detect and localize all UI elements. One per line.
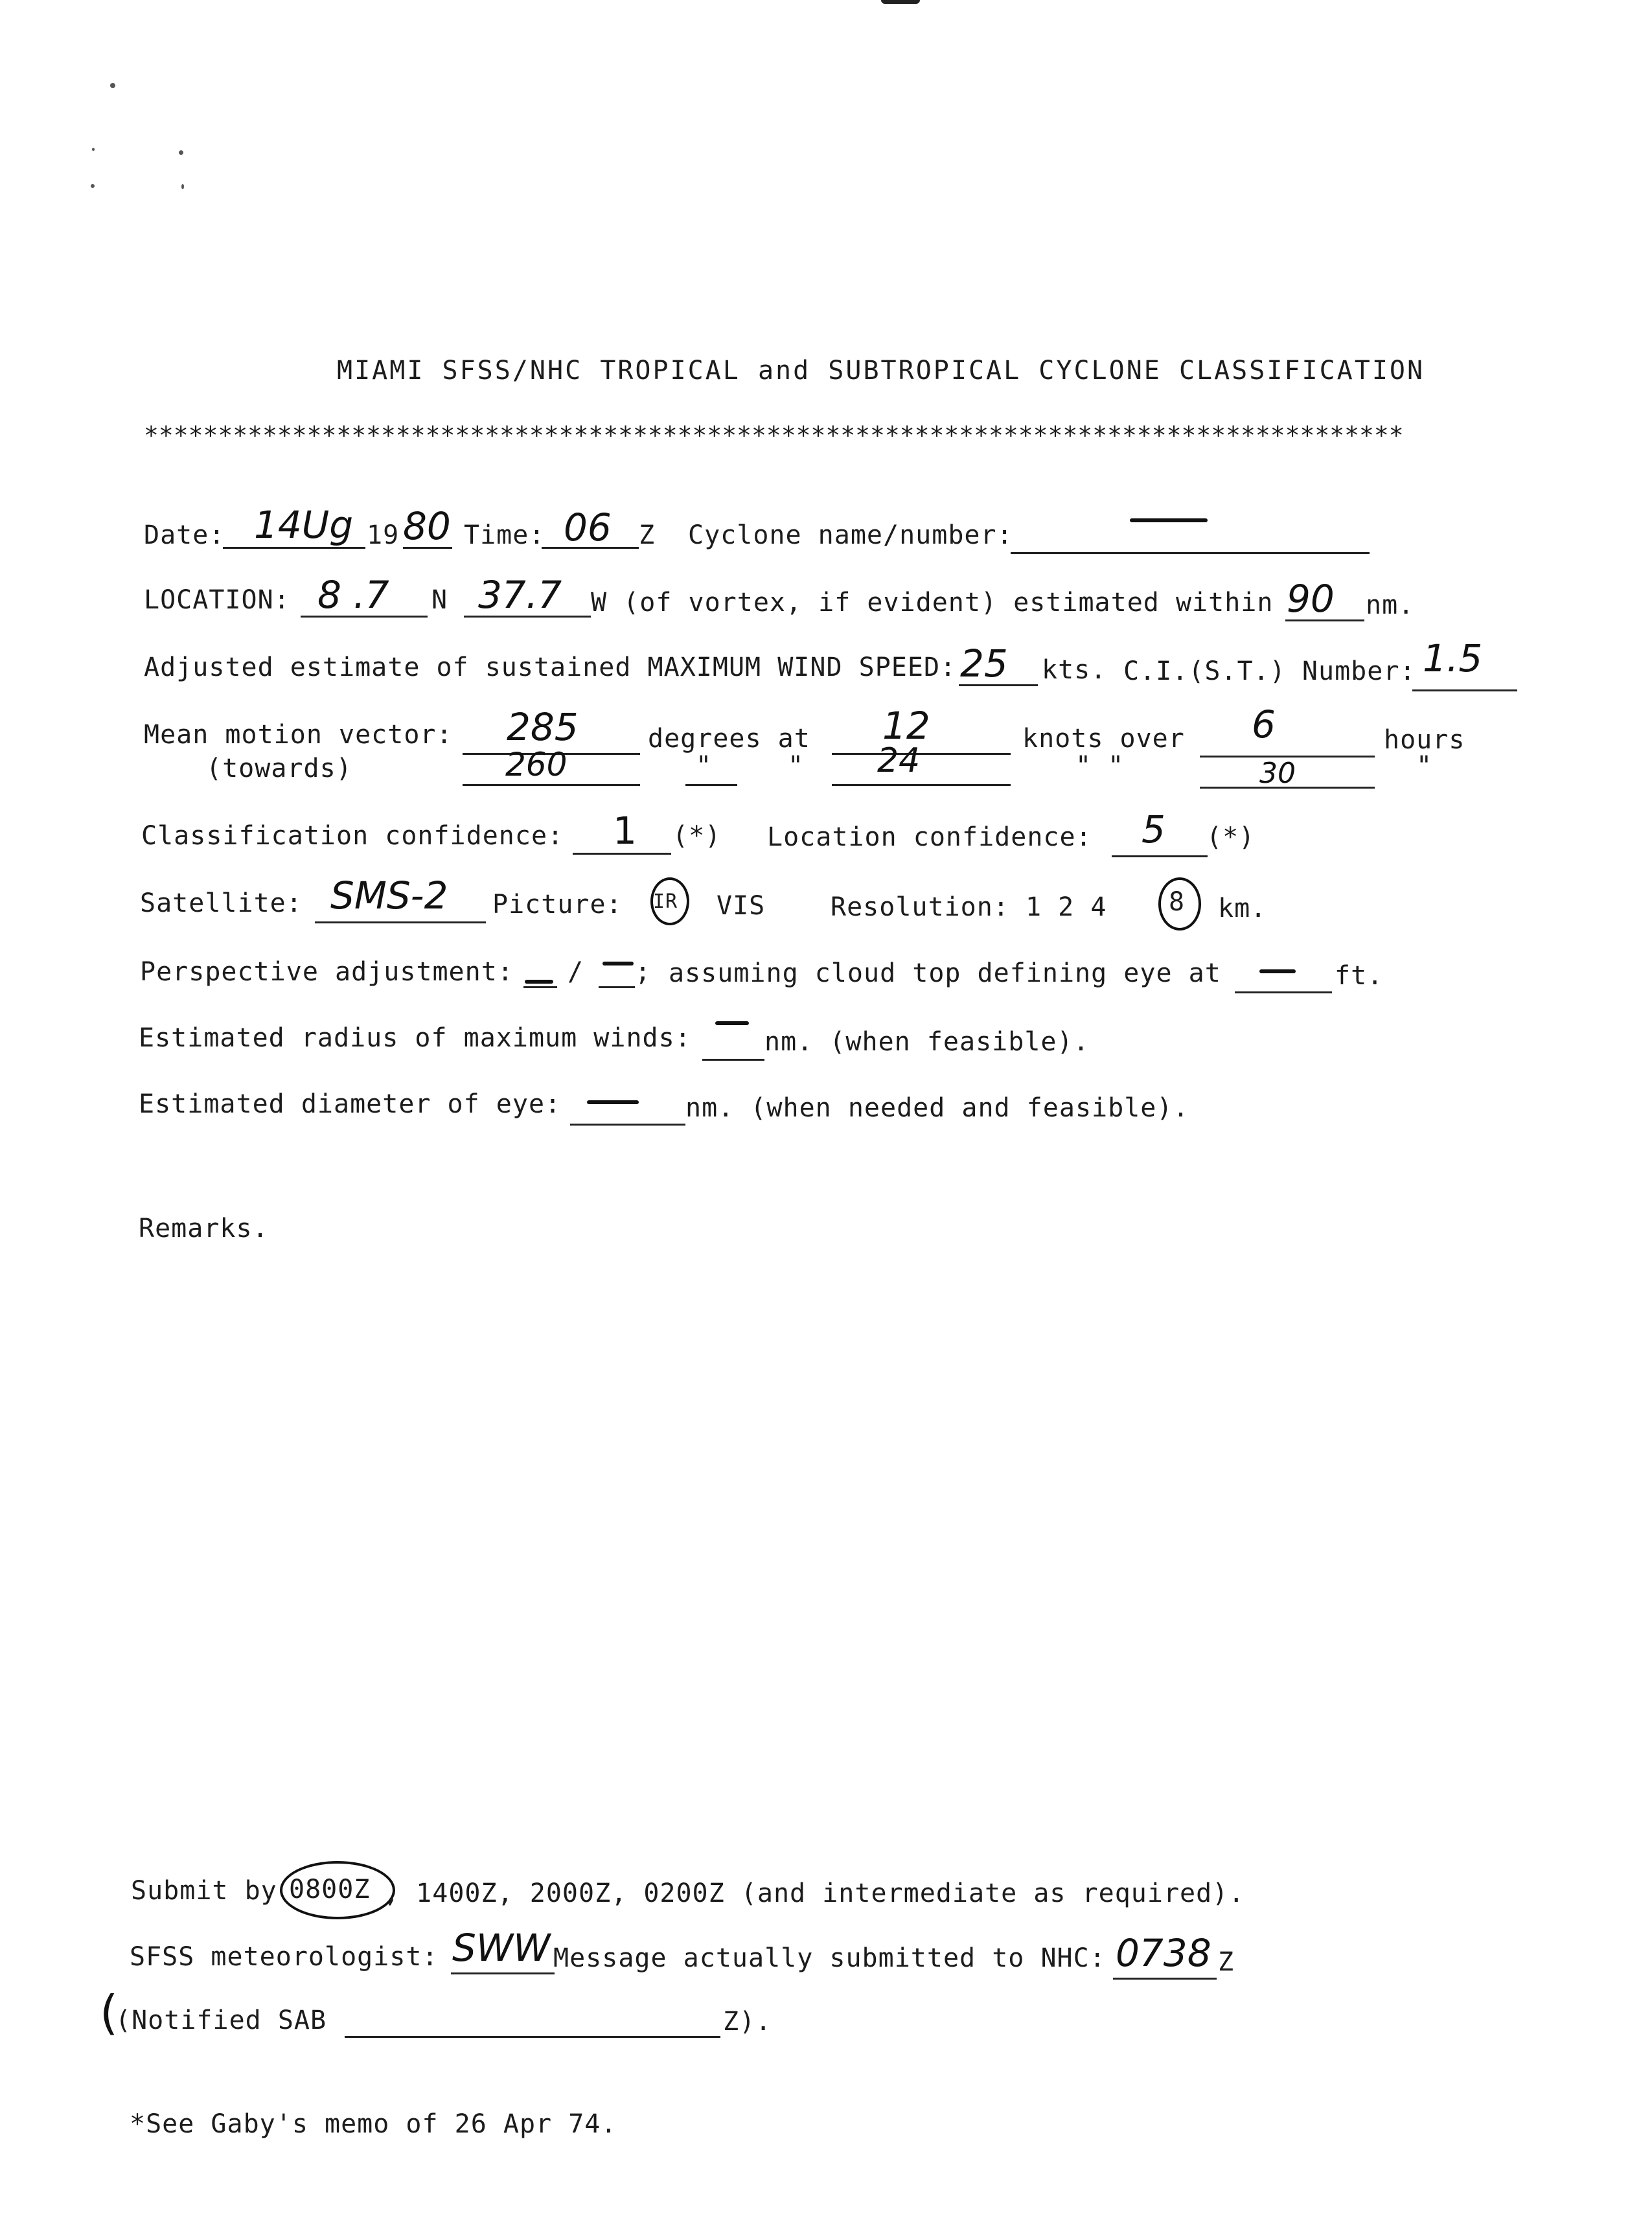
separator-line: ************************************************************************************* xyxy=(144,421,1404,450)
hours-1-value[interactable]: 6 xyxy=(1252,702,1276,746)
scan-speck xyxy=(179,150,183,155)
notified-bracket-mark: ( xyxy=(100,1985,119,2040)
satellite-value[interactable]: SMS-2 xyxy=(330,873,448,918)
classification-confidence-value[interactable]: 1 xyxy=(613,809,637,853)
date-underline xyxy=(223,547,365,549)
degrees-1-value[interactable]: 285 xyxy=(507,705,579,749)
time-label: Time: xyxy=(464,520,545,550)
radius-dash xyxy=(715,1021,749,1025)
picture-vis-option[interactable]: VIS xyxy=(717,891,766,921)
resolution-label: Resolution: 1 2 4 xyxy=(831,892,1107,922)
scan-speck xyxy=(92,148,95,151)
eye-diameter-dash xyxy=(587,1100,639,1104)
form-title: MIAMI SFSS/NHC TROPICAL and SUBTROPICAL CYCLONE CLASSIFICATION xyxy=(337,356,1425,386)
perspective-dash-2 xyxy=(602,962,634,965)
perspective-underline-2 xyxy=(599,986,635,988)
classification-confidence-underline xyxy=(573,853,671,855)
submit-label: Submit by xyxy=(131,1876,277,1906)
submit-other-times: , 1400Z, 2000Z, 0200Z (and intermediate as required). xyxy=(384,1879,1245,1908)
wind-value[interactable]: 25 xyxy=(960,642,1008,686)
cyclone-dash xyxy=(1130,518,1208,522)
eye-diameter-label: Estimated diameter of eye: xyxy=(139,1089,562,1119)
motion-sublabel: (towards) xyxy=(206,754,352,783)
perspective-underline-1 xyxy=(523,986,557,988)
degrees-2-underline xyxy=(463,784,640,786)
submit-circled-time[interactable]: 0800Z xyxy=(289,1875,371,1904)
location-confidence-underline xyxy=(1112,855,1208,857)
wind-suffix: kts. xyxy=(1042,655,1107,685)
classification-confidence-label: Classification confidence: xyxy=(141,821,564,851)
latitude-value[interactable]: 8 .7 xyxy=(317,573,389,617)
within-value[interactable]: 90 xyxy=(1287,577,1335,621)
message-underline xyxy=(1113,1978,1217,1980)
meteorologist-initials[interactable]: SWW xyxy=(452,1926,551,1970)
footnote: *See Gaby's memo of 26 Apr 74. xyxy=(130,2109,617,2139)
ditto-mark-knots: " " xyxy=(1075,751,1125,781)
ditto-mark-degrees-2: " xyxy=(788,751,805,781)
knots-1-value[interactable]: 12 xyxy=(882,704,930,748)
location-confidence-suffix: (*) xyxy=(1206,822,1256,852)
message-value[interactable]: 0738 xyxy=(1116,1931,1211,1975)
satellite-label: Satellite: xyxy=(140,888,303,918)
knots-label: knots over xyxy=(1022,724,1185,754)
location-confidence-label: Location confidence: xyxy=(767,822,1092,852)
scan-speck xyxy=(91,184,95,188)
perspective-mid-text: assuming cloud top defining eye at xyxy=(669,958,1221,988)
ci-underline xyxy=(1412,689,1517,691)
cyclone-label: Cyclone name/number: xyxy=(688,520,1013,550)
hours-2-value[interactable]: 30 xyxy=(1259,757,1296,790)
perspective-semicolon: ; xyxy=(635,957,652,987)
ditto-underline xyxy=(685,784,737,786)
motion-label: Mean motion vector: xyxy=(144,720,453,750)
notified-underline xyxy=(345,2036,720,2038)
ci-value[interactable]: 1.5 xyxy=(1423,636,1483,680)
ci-label: C.I.(S.T.) Number: xyxy=(1123,656,1416,686)
scan-speck xyxy=(881,0,920,4)
picture-ir-option[interactable]: IR xyxy=(653,890,678,913)
eye-height-underline xyxy=(1235,991,1332,993)
date-label: Date: xyxy=(144,520,225,550)
radius-suffix: nm. (when feasible). xyxy=(764,1027,1090,1057)
location-label: LOCATION: xyxy=(144,585,290,615)
year-value[interactable]: 80 xyxy=(403,504,451,548)
degrees-label: degrees at xyxy=(648,724,810,754)
eye-diameter-suffix: nm. (when needed and feasible). xyxy=(685,1093,1189,1123)
date-value[interactable]: 14Ug xyxy=(254,503,354,547)
knots-2-underline xyxy=(832,784,1011,786)
ditto-mark-hours: " xyxy=(1416,751,1433,781)
remarks-label: Remarks. xyxy=(139,1214,269,1243)
wind-label: Adjusted estimate of sustained MAXIMUM WIND SPEED: xyxy=(144,653,957,682)
perspective-suffix: ft. xyxy=(1335,961,1384,991)
picture-label: Picture: xyxy=(492,890,623,919)
time-value[interactable]: 06 xyxy=(564,505,612,549)
radius-label: Estimated radius of maximum winds: xyxy=(139,1023,691,1053)
satellite-underline xyxy=(315,921,486,923)
perspective-slash: / xyxy=(568,957,584,987)
perspective-dash-1 xyxy=(525,980,553,984)
resolution-8-option[interactable]: 8 xyxy=(1169,887,1186,917)
notified-label: (Notified SAB xyxy=(115,2006,327,2035)
longitude-value[interactable]: 37.7 xyxy=(478,573,562,617)
year-prefix: 19 xyxy=(367,520,400,550)
longitude-suffix: W (of vortex, if evident) estimated within xyxy=(591,588,1274,618)
scan-speck xyxy=(110,83,115,88)
notified-suffix: Z). xyxy=(723,2007,772,2037)
within-suffix: nm. xyxy=(1366,590,1415,620)
classification-confidence-suffix: (*) xyxy=(672,821,722,851)
knots-1-underline xyxy=(832,753,1011,755)
time-suffix: Z xyxy=(639,520,656,550)
meteorologist-underline xyxy=(451,1972,555,1974)
location-confidence-value[interactable]: 5 xyxy=(1141,807,1165,851)
eye-diameter-underline xyxy=(570,1124,685,1126)
cyclone-underline xyxy=(1011,552,1370,554)
degrees-2-value[interactable]: 260 xyxy=(505,746,568,783)
message-suffix: Z xyxy=(1218,1947,1235,1977)
latitude-suffix: N xyxy=(431,585,448,615)
eye-height-dash xyxy=(1259,969,1296,973)
resolution-suffix: km. xyxy=(1218,894,1267,923)
knots-2-value[interactable]: 24 xyxy=(877,741,921,780)
perspective-label: Perspective adjustment: xyxy=(140,957,514,987)
meteorologist-label: SFSS meteorologist: xyxy=(130,1942,439,1972)
hours-label: hours xyxy=(1384,725,1465,755)
message-label: Message actually submitted to NHC: xyxy=(553,1943,1106,1973)
radius-underline xyxy=(702,1059,764,1061)
ditto-mark-degrees-1: " xyxy=(696,751,713,781)
scan-speck xyxy=(181,184,184,189)
